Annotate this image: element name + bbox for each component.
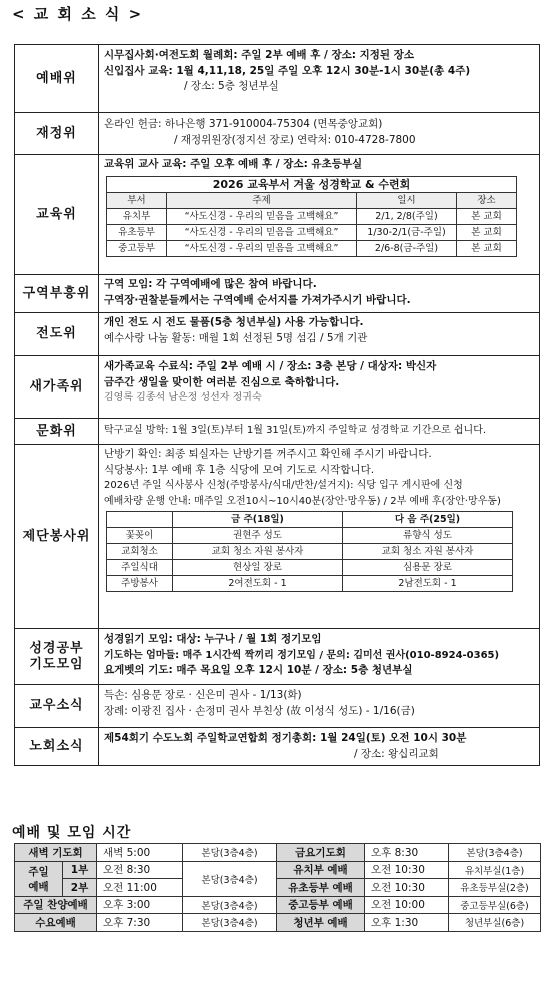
dept-label: 재정위 (15, 113, 99, 155)
schedule-time: 오후 8:30 (365, 844, 449, 862)
table-cell: 2남전도회 - 1 (343, 576, 513, 592)
schedule-place: 본당(3층4층) (449, 844, 541, 862)
dept-label: 전도위 (15, 313, 99, 356)
text-line: 예수사랑 나눔 활동: 매월 1회 선정된 5명 섬김 / 5개 기관 (104, 331, 368, 344)
table-row (107, 208, 517, 224)
table-row (107, 240, 517, 256)
page-title: < 교 회 소 식 > (12, 5, 144, 23)
text-line: 신입집사 교육: 1월 4,11,18, 25일 주일 오후 12시 30분-1시 30분(총 4주) (104, 64, 471, 77)
table-cell: 본 교회 (457, 208, 517, 224)
dept-label: 구역부흥위 (15, 275, 99, 313)
table-header: 장소 (457, 192, 517, 208)
schedule-place: 중고등부실(6층) (449, 896, 541, 914)
table-cell: 현상일 장로 (173, 560, 343, 576)
schedule-time: 오전 10:30 (365, 879, 449, 897)
table-cell: 주일식대 (107, 560, 173, 576)
table-header: 금 주(18일) (173, 512, 343, 528)
news-table (14, 44, 540, 766)
table-header: 부서 (107, 192, 167, 208)
table-cell: 유초등부 (107, 224, 167, 240)
table-cell: 류향식 성도 (343, 528, 513, 544)
text-line: 새가족교육 수료식: 주일 2부 예배 시 / 장소: 3층 본당 / 대상자: 박신자 (104, 360, 437, 372)
schedule-label: 새벽 기도회 (15, 844, 97, 862)
text-line: 시무집사회·여전도회 월례회: 주일 2부 예배 후 / 장소: 지정된 장소 (104, 49, 415, 61)
dept-label: 문화위 (15, 419, 99, 445)
table-cell: 권현주 성도 (173, 528, 343, 544)
text-line: 김영록 김종석 남은정 성선자 정귀숙 (104, 392, 262, 403)
education-table (106, 176, 517, 257)
schedule-label: 중고등부 예배 (277, 896, 365, 914)
text-line: 예배차량 운행 안내: 매주일 오전10시~10시40분(장안·망우동) / 2부 예배 후(장안·망우동) (104, 495, 501, 507)
schedule-place: 유초등부실(2층) (449, 879, 541, 897)
schedule-label: 2부 (63, 879, 97, 897)
text-line: 2026년 주일 식사봉사 신청(주방봉사/식대/반찬/설거지): 식당 입구 게시판에 신청 (104, 480, 463, 491)
service-table (106, 511, 513, 592)
text-line: / 재정위원장(정지선 장로) 연락처: 010-4728-7800 (174, 133, 416, 146)
text-line: 개인 전도 시 전도 물품(5층 청년부실) 사용 가능합니다. (104, 316, 364, 328)
table-cell: “사도신경 - 우리의 믿음을 고백해요” (167, 224, 357, 240)
schedule-time: 새벽 5:00 (97, 844, 183, 862)
table-cell: 1/30-2/1(금-주일) (357, 224, 457, 240)
text-line: 교육위 교사 교육: 주일 오후 예배 후 / 장소: 유초등부실 (104, 158, 363, 170)
schedule-label (15, 861, 63, 896)
schedule-place: 본당(3층4층) (183, 844, 277, 862)
text-line: 득손: 심용문 장로 · 신은미 권사 - 1/13(화) (104, 689, 302, 701)
schedule-time: 오후 7:30 (97, 914, 183, 932)
dept-label: 제단봉사위 (15, 445, 99, 629)
table-cell: “사도신경 - 우리의 믿음을 고백해요” (167, 240, 357, 256)
schedule-label: 1부 (63, 861, 97, 879)
table-title: 2026 교육부서 겨울 성경학교 & 수련회 (107, 176, 517, 192)
schedule-place: 본당(3층4층) (183, 914, 277, 932)
schedule-label: 유초등부 예배 (277, 879, 365, 897)
table-cell: 심용문 장로 (343, 560, 513, 576)
text-line: 구역 모임: 각 구역예배에 많은 참여 바랍니다. (104, 278, 317, 290)
table-row (15, 879, 541, 897)
section-finance (15, 113, 540, 155)
schedule-label: 청년부 예배 (277, 914, 365, 932)
table-row (107, 224, 517, 240)
table-cell: 유치부 (107, 208, 167, 224)
table-row (107, 528, 513, 544)
table-header (107, 512, 173, 528)
dept-label-line: 성경공부 (29, 640, 84, 656)
table-cell: 교회 청소 자원 봉사자 (173, 544, 343, 560)
section-culture (15, 419, 540, 445)
schedule-time: 오후 3:00 (97, 896, 183, 914)
table-row (15, 844, 541, 862)
table-cell: 중고등부 (107, 240, 167, 256)
schedule-label-line: 예배 (28, 880, 49, 893)
table-cell: 2여전도회 - 1 (173, 576, 343, 592)
table-cell: 2/6-8(금-주일) (357, 240, 457, 256)
table-cell: 본 교회 (457, 224, 517, 240)
table-cell: 교회청소 (107, 544, 173, 560)
schedule-label: 금요기도회 (277, 844, 365, 862)
table-cell: 교회 청소 자원 봉사자 (343, 544, 513, 560)
section-district (15, 275, 540, 313)
table-cell: 꽃꽂이 (107, 528, 173, 544)
text-line: / 장소: 왕십리교회 (354, 747, 439, 760)
text-line: 온라인 헌금: 하나은행 371-910004-75304 (면목중앙교회) (104, 118, 383, 130)
schedule-label: 수요예배 (15, 914, 97, 932)
text-line: 구역장·권찰분들께서는 구역예배 순서지를 가져가주시기 바랍니다. (104, 293, 411, 306)
text-line: 금주간 생일을 맞이한 여러분 진심으로 축하합니다. (104, 375, 340, 388)
schedule-place: 청년부실(6층) (449, 914, 541, 932)
table-cell: 본 교회 (457, 240, 517, 256)
schedule-time: 오전 8:30 (97, 861, 183, 879)
table-row (15, 896, 541, 914)
schedule-label-line: 주일 (28, 865, 49, 878)
text-line: 탁구교실 방학: 1월 3일(토)부터 1월 31일(토)까지 주일학교 성경학교 기간으로 쉽니다. (104, 425, 487, 436)
section-service (15, 445, 540, 629)
dept-label: 새가족위 (15, 356, 99, 419)
schedule-time: 오전 11:00 (97, 879, 183, 897)
table-cell: 주방봉사 (107, 576, 173, 592)
table-row (107, 544, 513, 560)
dept-label: 교육위 (15, 155, 99, 275)
schedule-label: 주일 찬양예배 (15, 896, 97, 914)
section-members (15, 685, 540, 728)
schedule-label: 유치부 예배 (277, 861, 365, 879)
schedule-place: 유치부실(1층) (449, 861, 541, 879)
table-row (15, 914, 541, 932)
section-education (15, 155, 540, 275)
table-cell: 2/1, 2/8(주일) (357, 208, 457, 224)
dept-label (15, 629, 99, 685)
dept-label: 예배위 (15, 45, 99, 113)
text-line: 제54회기 수도노회 주일학교연합회 정기총회: 1월 24일(토) 오전 10시 30분 (104, 732, 467, 744)
schedule-place: 본당(3층4층) (183, 861, 277, 896)
section-evangelism (15, 313, 540, 356)
schedule-time: 오후 1:30 (365, 914, 449, 932)
table-cell: “사도신경 - 우리의 믿음을 고백해요” (167, 208, 357, 224)
table-header: 주제 (167, 192, 357, 208)
table-row (107, 560, 513, 576)
schedule-place: 본당(3층4층) (183, 896, 277, 914)
text-line: / 장소: 5층 청년부실 (184, 80, 279, 92)
table-row (107, 576, 513, 592)
schedule-table (14, 843, 541, 932)
text-line: 기도하는 엄마들: 매주 1시간씩 짝끼리 정기모임 / 문의: 김미선 권사(010-8924-0365) (104, 649, 500, 661)
text-line: 장례: 이광진 집사 · 손정미 권사 부친상 (故 이성식 성도) - 1/16(금) (104, 704, 415, 717)
schedule-time: 오전 10:00 (365, 896, 449, 914)
dept-label-line: 기도모임 (29, 656, 84, 672)
table-row (15, 861, 541, 879)
schedule-title: 예배 및 모임 시간 (12, 825, 132, 841)
text-line: 식당봉사: 1부 예배 후 1층 식당에 모여 기도로 시작합니다. (104, 463, 375, 476)
table-header: 일시 (357, 192, 457, 208)
dept-label: 노회소식 (15, 728, 99, 766)
section-presbytery (15, 728, 540, 766)
text-line: 난방기 확인: 최종 퇴실자는 난방기를 꺼주시고 확인해 주시기 바랍니다. (104, 448, 432, 460)
table-header: 다 음 주(25일) (343, 512, 513, 528)
schedule-time: 오전 10:30 (365, 861, 449, 879)
text-line: 성경읽기 모임: 대상: 누구나 / 월 1회 정기모임 (104, 633, 322, 645)
section-newfamily (15, 356, 540, 419)
section-bible (15, 629, 540, 685)
text-line: 요게벳의 기도: 매주 목요일 오후 12시 10분 / 장소: 5층 청년부실 (104, 664, 413, 676)
dept-label: 교우소식 (15, 685, 99, 728)
section-worship (15, 45, 540, 113)
